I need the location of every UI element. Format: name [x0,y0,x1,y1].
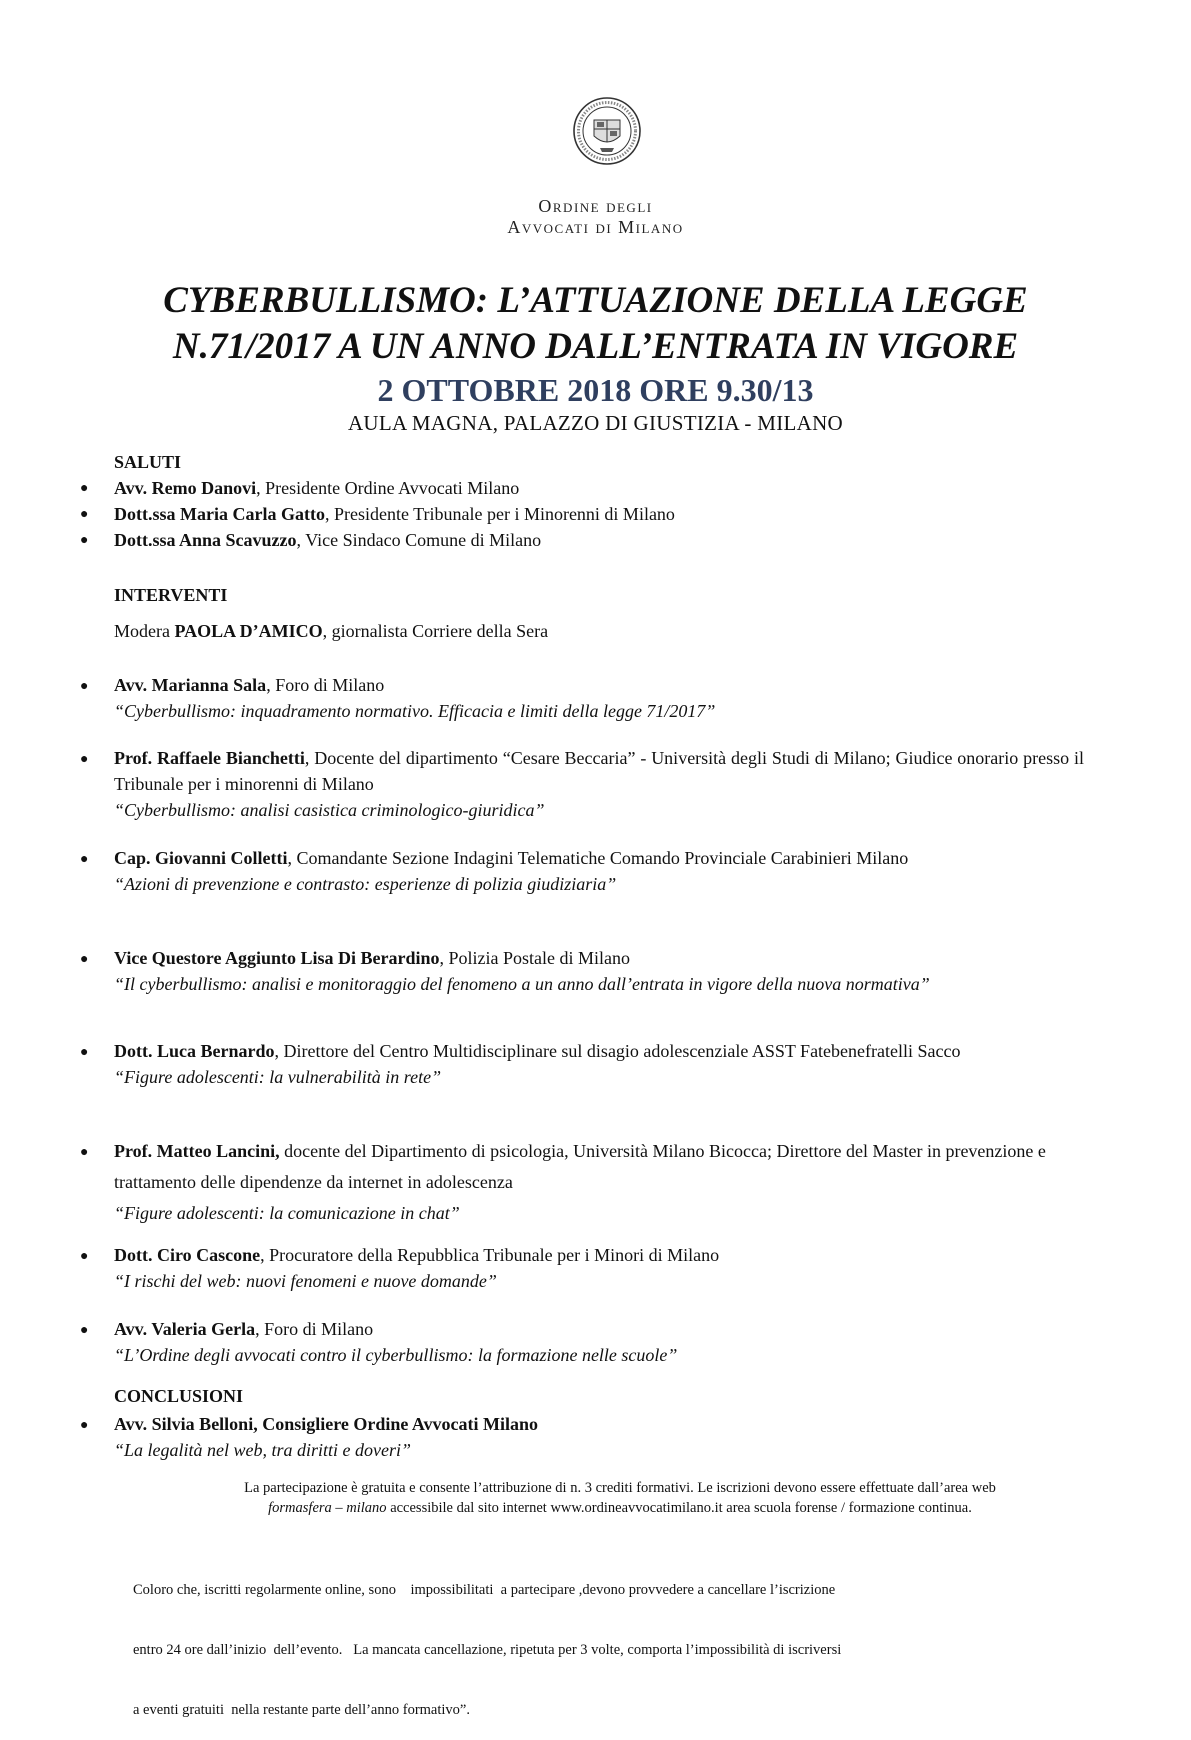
moderator-prefix: Modera [114,621,175,641]
event-title-line1: CYBERBULLISMO: L’ATTUAZIONE DELLA LEGGE [163,280,1028,321]
speaker-name: Avv. Remo Danovi [114,478,257,498]
cancellation-note-line2: entro 24 ore dall’inizio dell’evento. La mancata cancellazione, ripetuta per 3 volte, comporta l’impossibilità di iscriversi [133,1642,842,1658]
speaker-role: docente del Dipartimento di psicologia, Università Milano Bicocca; Direttore del Master in prevenzione e trattamento delle dipendenze da internet in adolescenza [114,1141,1046,1192]
bullet-icon: ● [80,752,89,767]
speaker-name: Dott.ssa Maria Carla Gatto [114,504,325,524]
talk-title: “Il cyberbullismo: analisi e monitoraggio del fenomeno a un anno dall’entrata in vigore della nuova normativa” [114,974,930,994]
bar-association-seal [572,96,642,166]
intervento-item [114,1242,1084,1294]
speaker-name: Avv. Marianna Sala [114,675,267,695]
bullet-icon: ● [80,1249,89,1264]
talk-title: “Figure adolescenti: la vulnerabilità in rete” [114,1067,442,1087]
intervento-item [114,1136,1084,1229]
talk-title: “L’Ordine degli avvocati contro il cyberbullismo: la formazione nelle scuole” [114,1345,678,1365]
bullet-icon: ● [80,679,89,694]
talk-title: “I rischi del web: nuovi fenomeni e nuove domande” [114,1271,497,1291]
speaker-role: , Polizia Postale di Milano [439,948,630,968]
bullet-icon: ● [80,507,89,522]
bullet-icon: ● [80,852,89,867]
event-title [0,278,1191,370]
speaker-name: Dott.ssa Anna Scavuzzo [114,530,297,550]
intervento-item [114,745,1084,823]
speaker-name: Prof. Raffaele Bianchetti [114,748,305,768]
speaker-name: Vice Questore Aggiunto Lisa Di Berardino [114,948,440,968]
bullet-icon: ● [80,1323,89,1338]
cancellation-note-line1: Coloro che, iscritti regolarmente online, sono impossibilitati a partecipare ,devono provvedere a cancellare l’iscrizione [133,1582,836,1598]
speaker-role: , Direttore del Centro Multidisciplinare sul disagio adolescenziale ASST Fatebenefratelli Sacco [274,1041,961,1061]
moderator-role: , giornalista Corriere della Sera [322,621,549,641]
speaker-role: , Foro di Milano [266,675,385,695]
bullet-icon: ● [80,952,89,967]
section-heading-interventi: INTERVENTI [114,585,228,605]
speaker-role: , Presidente Tribunale per i Minorenni di Milano [324,504,675,524]
moderator-name: PAOLA D’AMICO [174,621,323,641]
talk-title: “La legalità nel web, tra diritti e doveri” [114,1440,411,1460]
organization-name-line2: Avvocati di Milano [507,217,684,237]
speaker-role: , Vice Sindaco Comune di Milano [296,530,542,550]
talk-title: “Cyberbullismo: analisi casistica criminologico-giuridica” [114,800,545,820]
speaker-name: Dott. Ciro Cascone [114,1245,261,1265]
registration-note [140,1478,1100,1518]
speaker-role: , Foro di Milano [255,1319,374,1339]
cancellation-note [133,1540,1093,1740]
moderator-line [114,618,1084,644]
bullet-icon: ● [80,533,89,548]
registration-note-line2 [140,1498,1100,1518]
talk-title: “Figure adolescenti: la comunicazione in chat” [114,1203,460,1223]
bullet-icon: ● [80,1418,89,1433]
saluti-item [114,501,1084,527]
speaker-role: , Docente del dipartimento “Cesare Beccaria” - Università degli Studi di Milano; Giudice onorario presso il Tribunale per i minorenni di Milano [114,748,1084,794]
speaker-role: , Procuratore della Repubblica Tribunale per i Minori di Milano [260,1245,720,1265]
platform-name: formasfera – milano [268,1500,387,1516]
talk-title: “Azioni di prevenzione e contrasto: esperienze di polizia giudiziaria” [114,874,617,894]
registration-note-line2-text: accessibile dal sito internet www.ordineavvocatimilano.it area scuola forense / formazione continua. [386,1500,972,1516]
intervento-item [114,1038,1084,1090]
speaker-role: , Comandante Sezione Indagini Telematiche Comando Provinciale Carabinieri Milano [287,848,909,868]
speaker-name: Avv. Silvia Belloni, Consigliere Ordine Avvocati Milano [114,1414,539,1434]
speaker-role: , Presidente Ordine Avvocati Milano [256,478,520,498]
saluti-item [114,475,1084,501]
section-heading-conclusioni: CONCLUSIONI [114,1386,244,1406]
conclusioni-item [114,1411,1084,1463]
section-heading-saluti: SALUTI [114,452,182,472]
bullet-icon: ● [80,1045,89,1060]
saluti-item [114,527,1084,553]
intervento-item [114,1316,1084,1368]
speaker-name: Avv. Valeria Gerla [114,1319,256,1339]
organization-name [0,196,1191,238]
intervento-item [114,845,1084,897]
speaker-name: Prof. Matteo Lancini, [114,1141,280,1161]
speaker-name: Dott. Luca Bernardo [114,1041,275,1061]
intervento-item [114,672,1084,724]
talk-title: “Cyberbullismo: inquadramento normativo. Efficacia e limiti della legge 71/2017” [114,701,716,721]
cancellation-note-line3: a eventi gratuiti nella restante parte dell’anno formativo”. [133,1702,470,1718]
event-place: AULA MAGNA, PALAZZO DI GIUSTIZIA - MILANO [347,411,844,435]
speaker-name: Cap. Giovanni Colletti [114,848,288,868]
organization-name-line1: Ordine degli [538,196,653,216]
event-date: 2 OTTOBRE 2018 ORE 9.30/13 [377,372,814,408]
bullet-icon: ● [80,1145,89,1160]
bullet-icon: ● [80,481,89,496]
intervento-item [114,945,1084,997]
event-title-line2: N.71/2017 A UN ANNO DALL’ENTRATA IN VIGORE [172,326,1019,367]
registration-note-line1: La partecipazione è gratuita e consente l’attribuzione di n. 3 crediti formativi. Le iscrizioni devono essere effettuate dall’area web [244,1480,996,1496]
